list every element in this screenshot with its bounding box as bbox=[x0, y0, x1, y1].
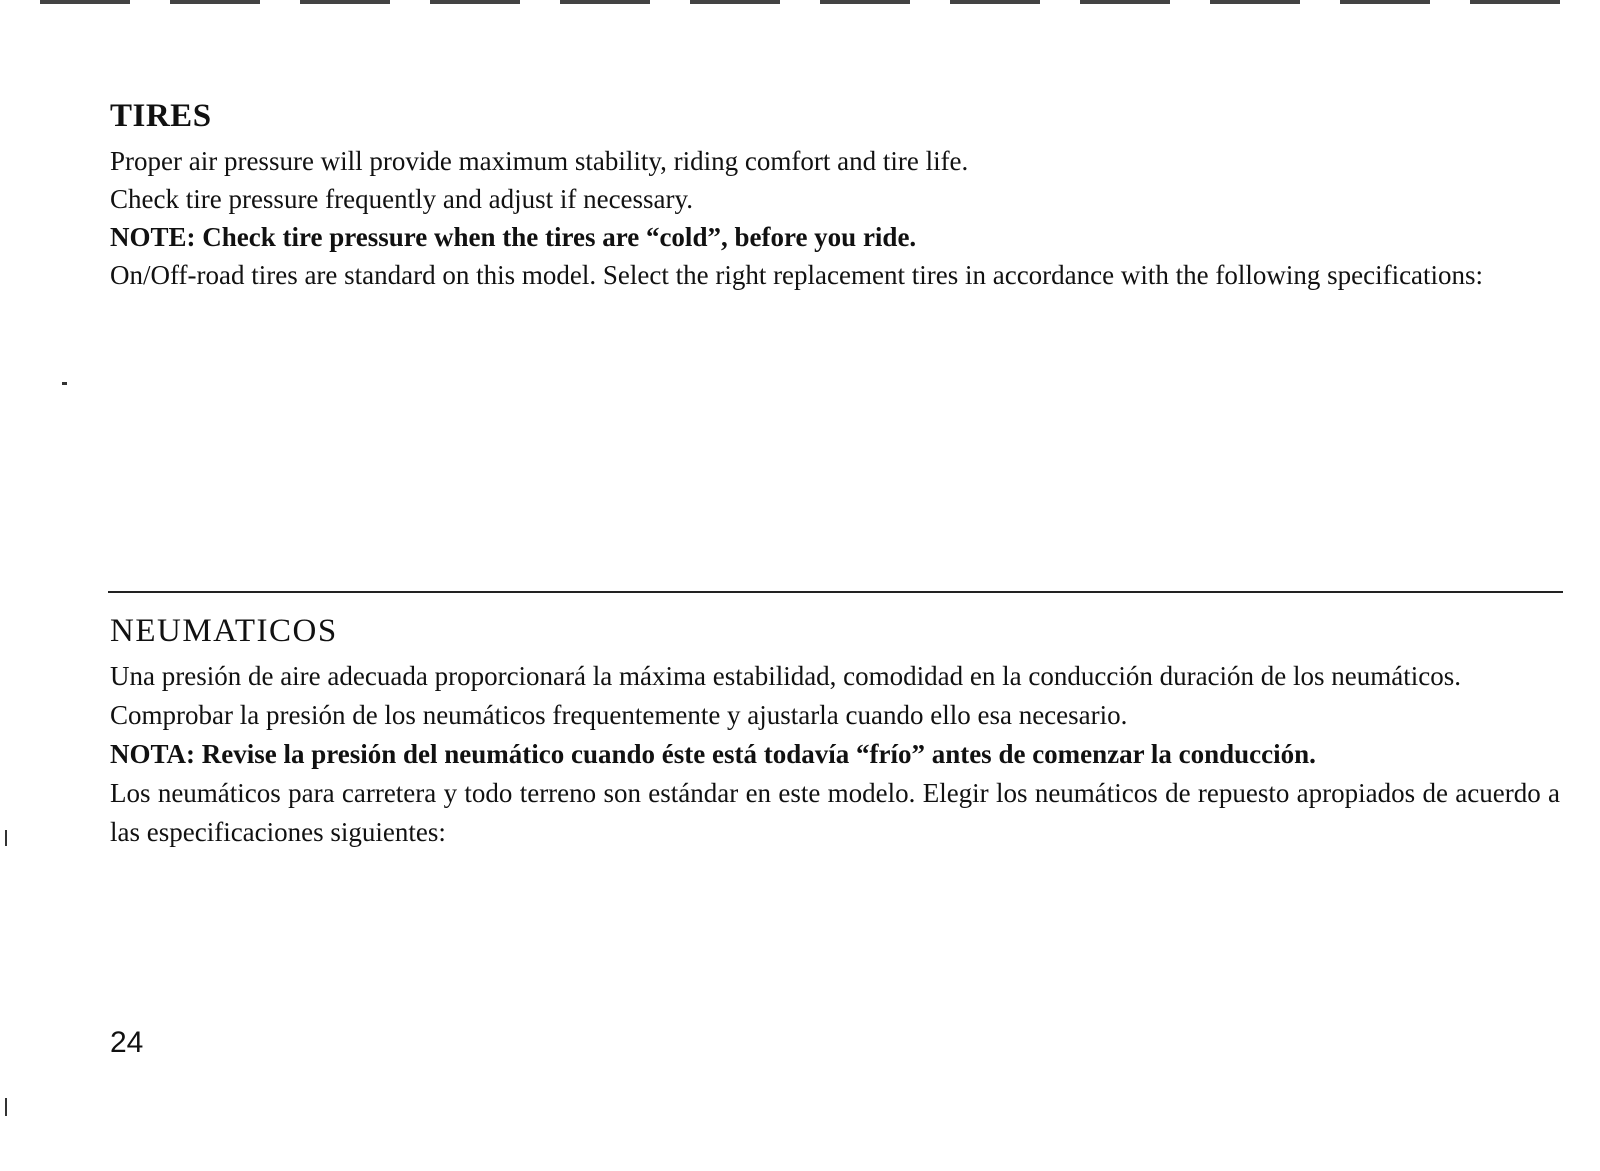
tires-section-spanish bbox=[110, 605, 1560, 852]
paragraph-comprobar-presion: Comprobar la presión de los neumáticos frequentemente y ajustarla cuando ello esa necesario. bbox=[110, 700, 1128, 730]
tires-section-english bbox=[110, 90, 1560, 294]
nota-neumatico-frio: NOTA: Revise la presión del neumático cuando éste está todavía “frío” antes de comenzar la conducción. bbox=[110, 739, 1316, 769]
margin-mark bbox=[5, 1098, 7, 1116]
margin-mark bbox=[5, 830, 7, 846]
paragraph-check-pressure: Check tire pressure frequently and adjust if necessary. bbox=[110, 184, 694, 214]
paragraph-especificaciones: Los neumáticos para carretera y todo terreno son estándar en este modelo. Elegir los neumáticos de repuesto apropiados de acuerdo a las especificaciones siguientes: bbox=[110, 778, 1560, 847]
section-heading-neumaticos: NEUMATICOS bbox=[110, 613, 338, 649]
section-heading-tires: TIRES bbox=[110, 98, 212, 134]
paragraph-replacement-specs: On/Off-road tires are standard on this model. Select the right replacement tires in accordance with the following specifications: bbox=[110, 260, 1484, 290]
section-divider bbox=[108, 591, 1563, 593]
paragraph-air-pressure: Proper air pressure will provide maximum stability, riding comfort and tire life. bbox=[110, 146, 969, 176]
page-number: 24 bbox=[110, 1026, 144, 1059]
paragraph-presion-aire: Una presión de aire adecuada proporcionará la máxima estabilidad, comodidad en la conducción duración de los neumáticos. bbox=[110, 661, 1461, 691]
margin-mark bbox=[62, 382, 67, 385]
note-cold-tires: NOTE: Check tire pressure when the tires are “cold”, before you ride. bbox=[110, 222, 917, 252]
top-edge-marks bbox=[40, 0, 1560, 4]
